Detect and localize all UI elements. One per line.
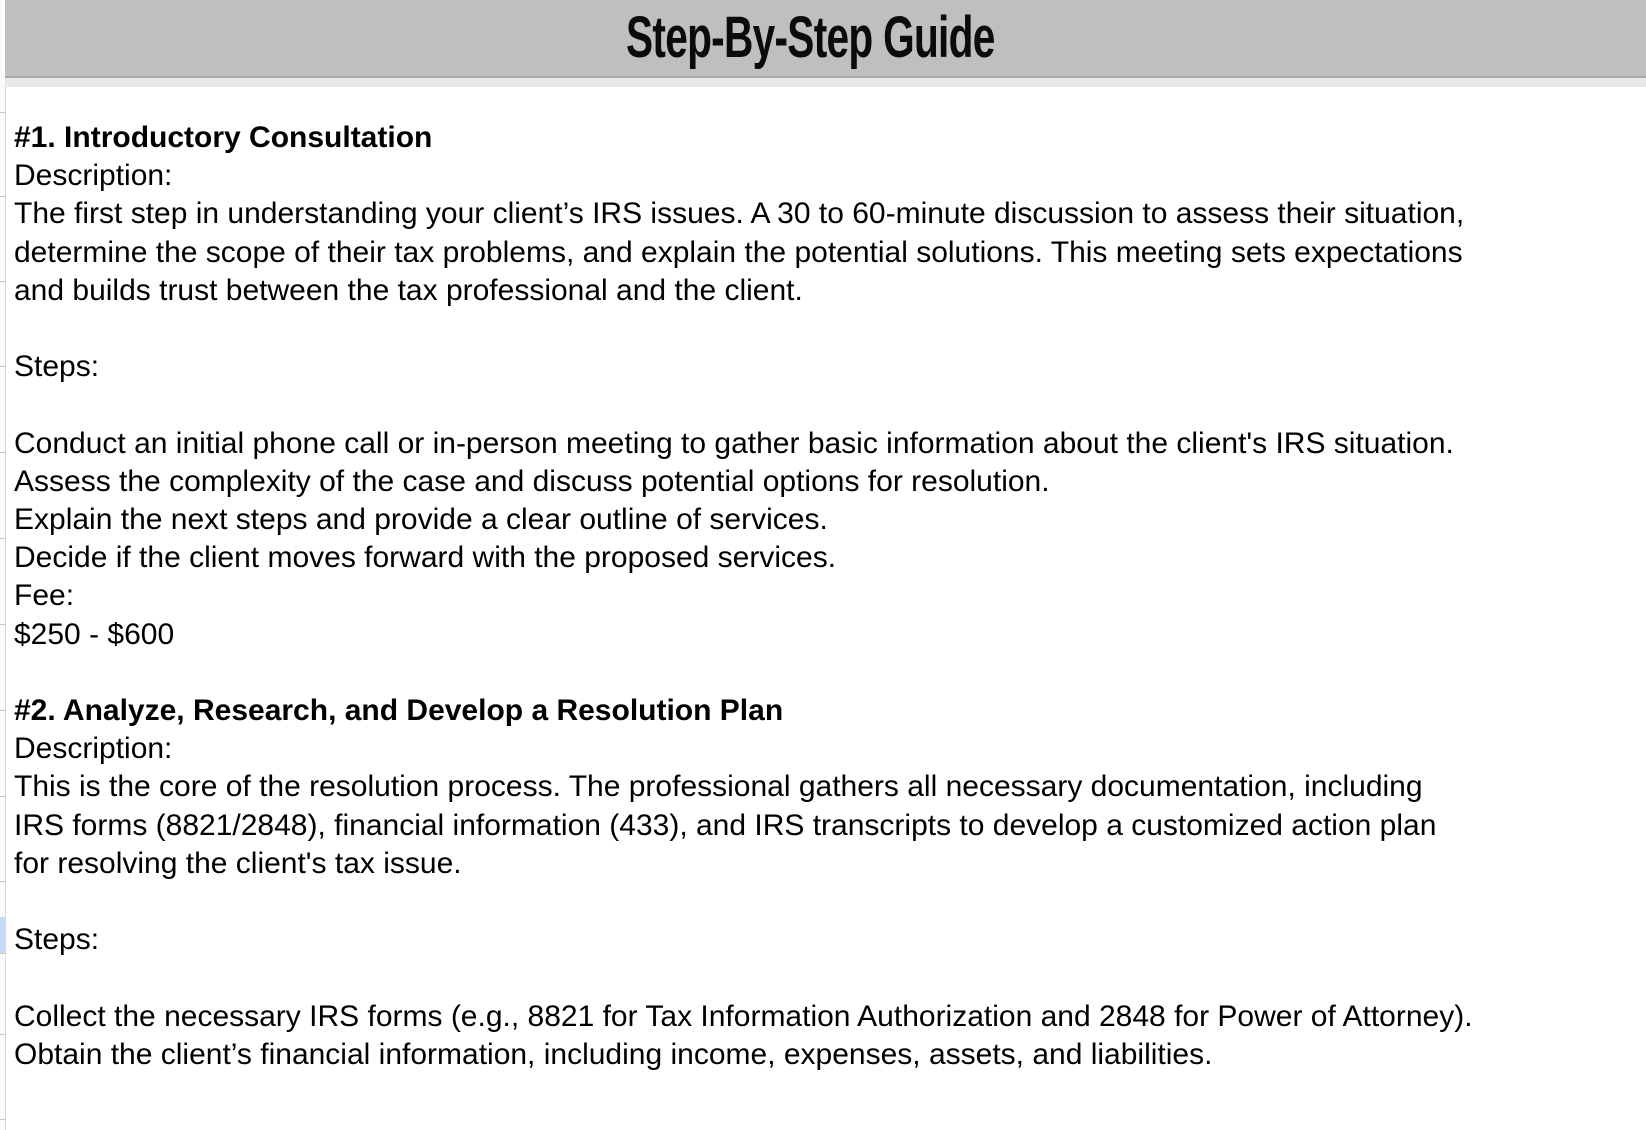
section-2-steps-label: Steps:	[14, 923, 100, 957]
row-gridline	[0, 196, 5, 197]
section-2-step: Collect the necessary IRS forms (e.g., 8821 for Tax Information Authorization and 2848 for Power of Attorney).	[14, 999, 1473, 1033]
page-title: Step-By-Step Guide	[626, 5, 995, 70]
section-1-description-label: Description:	[14, 159, 173, 193]
row-gridline	[0, 710, 5, 711]
row-gridline	[0, 452, 5, 453]
row-gridline	[0, 1034, 5, 1035]
row-gridline	[0, 538, 5, 539]
blank-line	[14, 654, 1642, 692]
section-1-description-line: The first step in understanding your client’s IRS issues. A 30 to 60-minute discussion to assess their situation,	[14, 197, 1465, 231]
section-1-fee-label: Fee:	[14, 579, 75, 613]
row-gridline	[0, 624, 5, 625]
selected-row-marker	[0, 917, 5, 953]
blank-line	[14, 883, 1642, 921]
row-gridline	[0, 281, 5, 282]
section-2-description-line: for resolving the client's tax issue.	[14, 846, 462, 880]
section-1-description-line: and builds trust between the tax professional and the client.	[14, 273, 803, 307]
sheet-left-edge	[0, 0, 6, 1130]
banner-bottom-stripe	[5, 78, 1646, 87]
section-1-steps-label: Steps:	[14, 350, 100, 384]
row-gridline	[0, 881, 5, 882]
section-1-heading: #1. Introductory Consultation	[14, 121, 433, 154]
section-2-heading: #2. Analyze, Research, and Develop a Resolution Plan	[14, 694, 784, 727]
guide-content-cell[interactable]	[14, 119, 1642, 1074]
section-1-step: Assess the complexity of the case and discuss potential options for resolution.	[14, 464, 1050, 498]
blank-line	[14, 310, 1642, 348]
section-1-step: Conduct an initial phone call or in-person meeting to gather basic information about the client's IRS situation.	[14, 426, 1454, 460]
section-2-description-line: This is the core of the resolution process. The professional gathers all necessary documentation, including	[14, 770, 1423, 804]
row-gridline	[0, 1119, 5, 1120]
section-1-step: Explain the next steps and provide a clear outline of services.	[14, 503, 828, 536]
section-1-description-line: determine the scope of their tax problems, and explain the potential solutions. This meeting sets expectations	[14, 235, 1463, 269]
row-gridline	[0, 366, 5, 367]
blank-line	[14, 386, 1642, 424]
row-gridline	[0, 953, 5, 954]
title-banner-cell[interactable]	[5, 0, 1646, 78]
section-2-description-line: IRS forms (8821/2848), financial information (433), and IRS transcripts to develop a customized action plan	[14, 808, 1437, 842]
section-2-description-label: Description:	[14, 732, 173, 766]
section-2-step: Obtain the client’s financial information, including income, expenses, assets, and liabilities.	[14, 1037, 1213, 1071]
row-gridline	[0, 112, 5, 113]
blank-line	[14, 959, 1642, 997]
row-gridline	[0, 796, 5, 797]
section-1-fee-value: $250 - $600	[14, 617, 175, 651]
section-1-step: Decide if the client moves forward with the proposed services.	[14, 541, 837, 575]
